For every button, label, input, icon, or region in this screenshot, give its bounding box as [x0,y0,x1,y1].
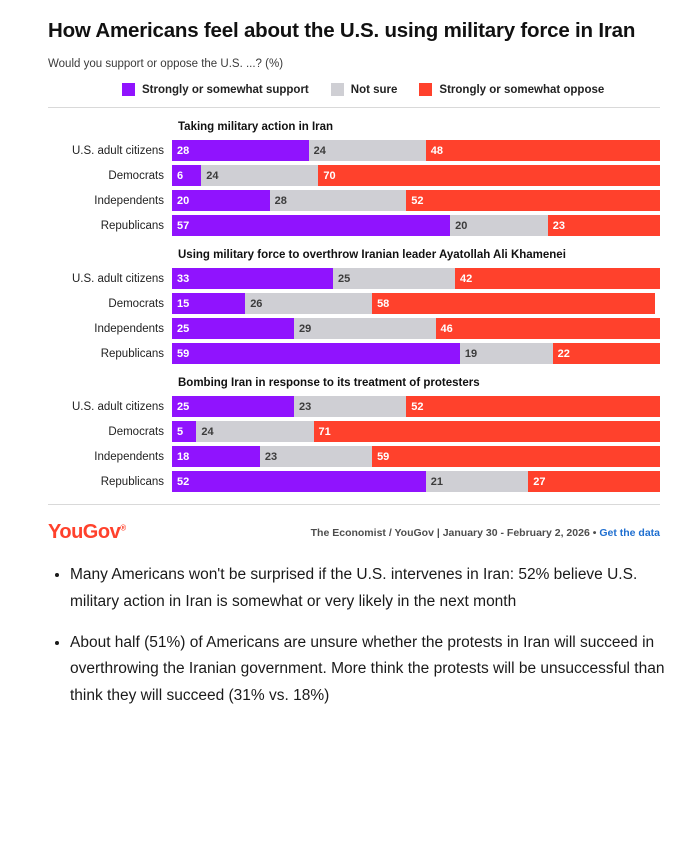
bar-segment-oppose: 48 [426,140,660,161]
chart-panel [48,249,660,364]
takeaway-item: • Many Americans won't be surprised if the U.S. intervenes in Iran: 52% believe U.S. military action in Iran is somewhat or very likely in the next month [70,562,670,615]
bar-segment-not-sure: 23 [260,446,372,467]
stacked-bar [172,318,660,339]
yougov-logo-text: YouGov [48,521,121,544]
bar-segment-support: 5 [172,421,196,442]
legend-label: Strongly or somewhat support [142,83,309,96]
takeaway-item: • About half (51%) of Americans are unsure whether the protests in Iran will succeed in overthrowing the Iranian government. More think the protests will be unsuccessful than think they will succeed (31% vs. 18%) [70,630,670,710]
page-title: How Americans feel about the U.S. using military force in Iran [48,19,636,42]
stacked-bar [172,471,660,492]
stacked-bar [172,396,660,417]
chart-row [48,396,660,417]
bar-segment-support: 18 [172,446,260,467]
chart-panel [48,377,660,492]
chart-row [48,318,660,339]
legend-item [419,83,604,96]
bar-segment-not-sure: 24 [309,140,426,161]
row-label: Republicans [100,347,164,360]
row-label: Democrats [108,297,164,310]
row-label: Republicans [100,475,164,488]
stacked-bar [172,140,660,161]
bar-segment-not-sure: 29 [294,318,436,339]
bar-segment-oppose: 46 [436,318,660,339]
legend-item [331,83,398,96]
bar-segment-oppose: 71 [314,421,660,442]
bar-segment-not-sure: 25 [333,268,455,289]
row-label: Independents [94,450,164,463]
stacked-bar [172,268,660,289]
bar-segment-not-sure: 28 [270,190,407,211]
bar-segment-not-sure: 20 [450,215,548,236]
row-label: Democrats [108,425,164,438]
bar-segment-support: 25 [172,396,294,417]
chart-row [48,293,660,314]
legend-swatch-icon [331,83,344,96]
legend-swatch-icon [419,83,432,96]
stacked-bar [172,421,660,442]
bar-segment-oppose: 22 [553,343,660,364]
stacked-bar [172,190,660,211]
stacked-bar [172,446,660,467]
chart-footer [48,521,660,544]
chart-row [48,215,660,236]
bar-segment-support: 28 [172,140,309,161]
panel-title: Using military force to overthrow Iranian leader Ayatollah Ali Khamenei [178,249,566,262]
chart-row [48,190,660,211]
bar-segment-oppose: 52 [406,396,660,417]
bar-segment-not-sure: 19 [460,343,553,364]
bar-segment-support: 52 [172,471,426,492]
source-line [311,527,660,539]
chart-row [48,140,660,161]
stacked-bar [172,293,660,314]
bar-segment-oppose: 23 [548,215,660,236]
bar-segment-support: 33 [172,268,333,289]
bar-segment-oppose: 52 [406,190,660,211]
legend-swatch-icon [122,83,135,96]
yougov-logo [48,521,126,544]
bar-segment-not-sure: 24 [196,421,313,442]
row-label: Democrats [108,169,164,182]
bar-segment-support: 20 [172,190,270,211]
bar-segment-not-sure: 26 [245,293,372,314]
chart-row [48,165,660,186]
legend-item [122,83,309,96]
footer-divider-top [48,504,660,505]
bar-segment-not-sure: 24 [201,165,318,186]
bar-segment-support: 15 [172,293,245,314]
row-label: Republicans [100,219,164,232]
stacked-bar [172,165,660,186]
stacked-bar [172,215,660,236]
bar-segment-oppose: 58 [372,293,655,314]
chart-panel [48,121,660,236]
row-label: U.S. adult citizens [71,272,164,285]
legend-label: Strongly or somewhat oppose [439,83,605,96]
bar-segment-support: 57 [172,215,450,236]
get-the-data-link[interactable]: Get the data [599,526,660,539]
chart-legend [122,83,650,96]
chart-panels [26,121,650,492]
chart-subtitle: Would you support or oppose the U.S. ...? (%) [48,58,284,71]
source-text: The Economist / YouGov | January 30 - February 2, 2026 • [310,526,600,539]
chart-row [48,343,660,364]
row-label: Independents [94,322,164,335]
bar-segment-support: 59 [172,343,460,364]
bar-segment-not-sure: 21 [426,471,528,492]
bar-segment-oppose: 27 [528,471,660,492]
legend-divider [48,107,660,108]
legend-label: Not sure [350,83,398,96]
chart-row [48,471,660,492]
panel-title: Taking military action in Iran [178,121,334,134]
chart-row [48,421,660,442]
chart-row [48,268,660,289]
row-label: U.S. adult citizens [71,400,164,413]
row-label: U.S. adult citizens [71,144,164,157]
chart-page [0,18,676,842]
bar-segment-oppose: 42 [455,268,660,289]
row-label: Independents [94,194,164,207]
bar-segment-oppose: 59 [372,446,660,467]
chart-row [48,446,660,467]
stacked-bar [172,343,660,364]
bar-segment-support: 25 [172,318,294,339]
bar-segment-oppose: 70 [318,165,660,186]
bar-segment-support: 6 [172,165,201,186]
bar-segment-not-sure: 23 [294,396,406,417]
panel-title: Bombing Iran in response to its treatment of protesters [178,377,480,390]
takeaways-list [48,562,670,709]
yougov-logo-tm: ® [120,523,126,533]
